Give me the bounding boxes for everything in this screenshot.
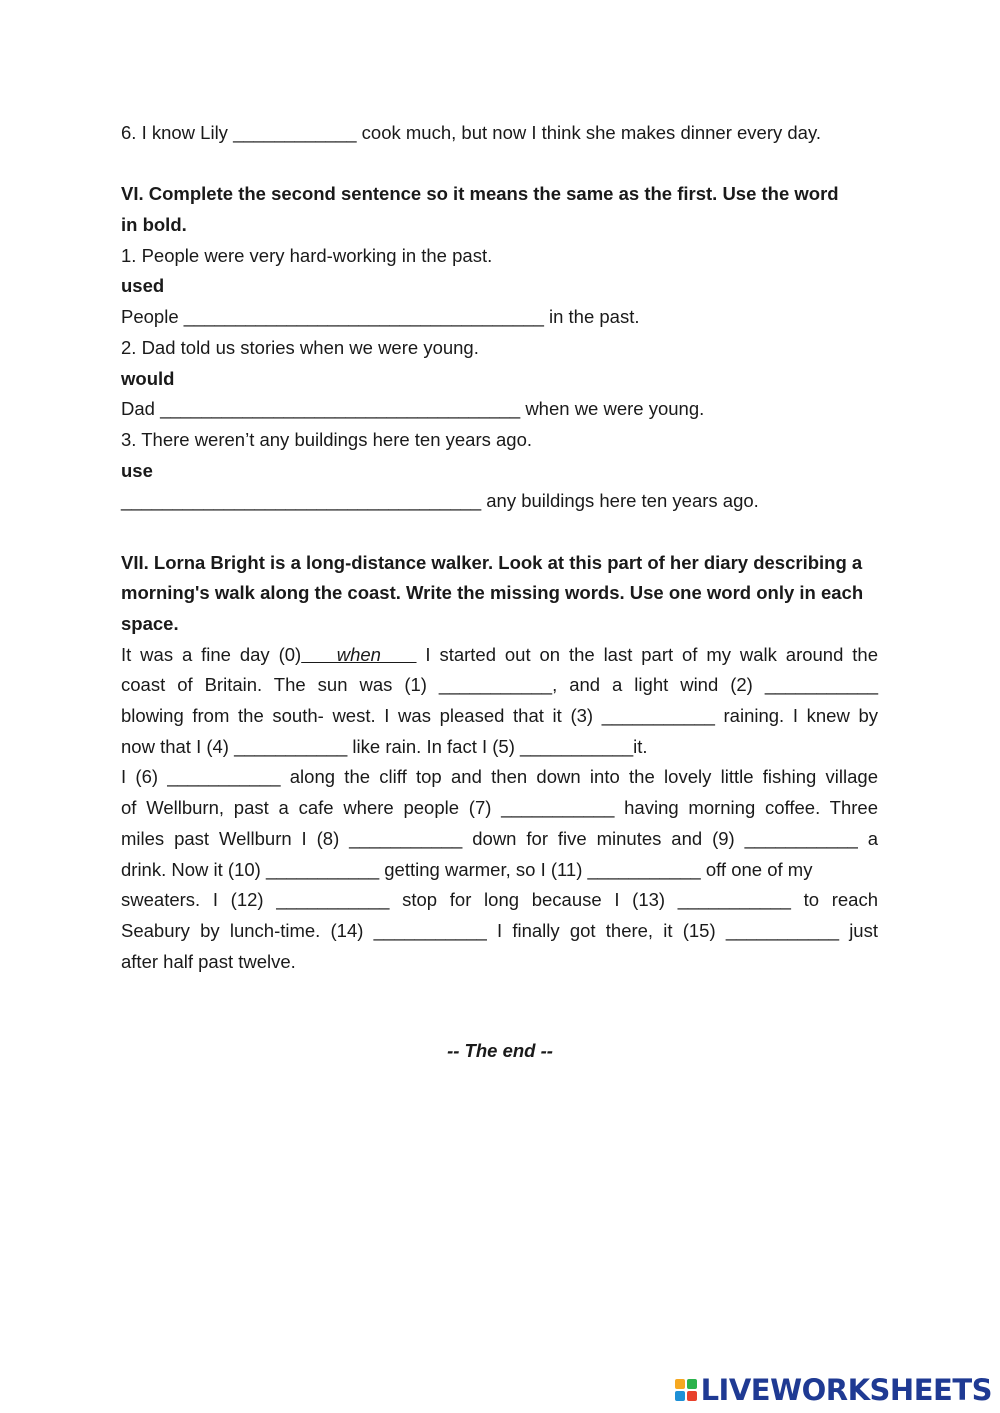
section-7-heading-line-3: space.	[121, 613, 179, 634]
logo-squares-icon	[675, 1379, 697, 1401]
liveworksheets-logo	[675, 1373, 992, 1407]
section-6-item-2-sentence: 2. Dad told us stories when we were young.	[121, 336, 479, 358]
section-6-heading-line-1: VI. Complete the second sentence so it means the same as the first. Use the word	[121, 183, 839, 205]
the-end-text: -- The end --	[447, 1040, 553, 1061]
logo-square-3	[675, 1391, 685, 1401]
logo-square-1	[675, 1379, 685, 1389]
section-6-item-3-answer: ___________________________________ any buildings here ten years ago.	[121, 490, 759, 512]
diary-line-8: drink. Now it (10) ___________ getting warmer, so I (11) ___________ off one of my	[121, 858, 813, 880]
logo-square-2	[687, 1379, 697, 1389]
section-6-item-2-answer: Dad ___________________________________ when we were young.	[121, 398, 705, 420]
logo-text: LIVEWORKSHEETS	[700, 1373, 992, 1407]
section-6-item-3-keyword: use	[121, 459, 153, 481]
section-6-item-1-keyword: used	[121, 275, 165, 297]
section-7-heading-line-1: VII. Lorna Bright is a long-distance walker. Look at this part of her diary describing a	[121, 551, 863, 573]
worksheet-page	[121, 118, 878, 977]
question-6: 6. I know Lily ____________ cook much, but now I think she makes dinner every day.	[121, 122, 821, 143]
diary-line-1-end: I started out on the last part of my walk around the	[416, 643, 878, 665]
section-6-item-3-sentence: 3. There weren’t any buildings here ten years ago.	[121, 428, 533, 450]
spacer	[121, 517, 878, 548]
logo-square-4	[687, 1391, 697, 1401]
section-6-heading-line-2: in bold.	[121, 214, 187, 236]
diary-line-1	[121, 640, 878, 671]
spacer	[121, 149, 878, 180]
section-7-heading-line-2: morning's walk along the coast. Write the missing words. Use one word only in each	[121, 582, 864, 604]
example-answer: when	[301, 643, 417, 665]
diary-line-1-start: It was a fine day (0)	[121, 643, 302, 665]
diary-line-4: now that I (4) ___________ like rain. In fact I (5) ___________it.	[121, 735, 648, 757]
section-6-item-2-keyword: would	[121, 367, 175, 389]
diary-line-2: coast of Britain. The sun was (1) ___________, and a light wind (2) ___________	[121, 674, 878, 696]
section-6-item-1-answer: People ___________________________________ in the past.	[121, 306, 640, 328]
diary-line-7: miles past Wellburn I (8) ___________ down for five minutes and (9) ___________ a	[121, 827, 878, 849]
diary-line-10: Seabury by lunch-time. (14) ___________ I finally got there, it (15) ___________ just	[121, 919, 878, 941]
diary-line-9: sweaters. I (12) ___________ stop for long because I (13) ___________ to reach	[121, 889, 878, 911]
diary-line-3: blowing from the south- west. I was pleased that it (3) ___________ raining. I knew by	[121, 705, 878, 727]
diary-line-11: after half past twelve.	[121, 950, 296, 972]
diary-line-6: of Wellburn, past a cafe where people (7) ___________ having morning coffee. Three	[121, 797, 878, 819]
diary-line-5: I (6) ___________ along the cliff top and then down into the lovely little fishing village	[121, 766, 878, 788]
section-6-item-1-sentence: 1. People were very hard-working in the past.	[121, 244, 493, 266]
